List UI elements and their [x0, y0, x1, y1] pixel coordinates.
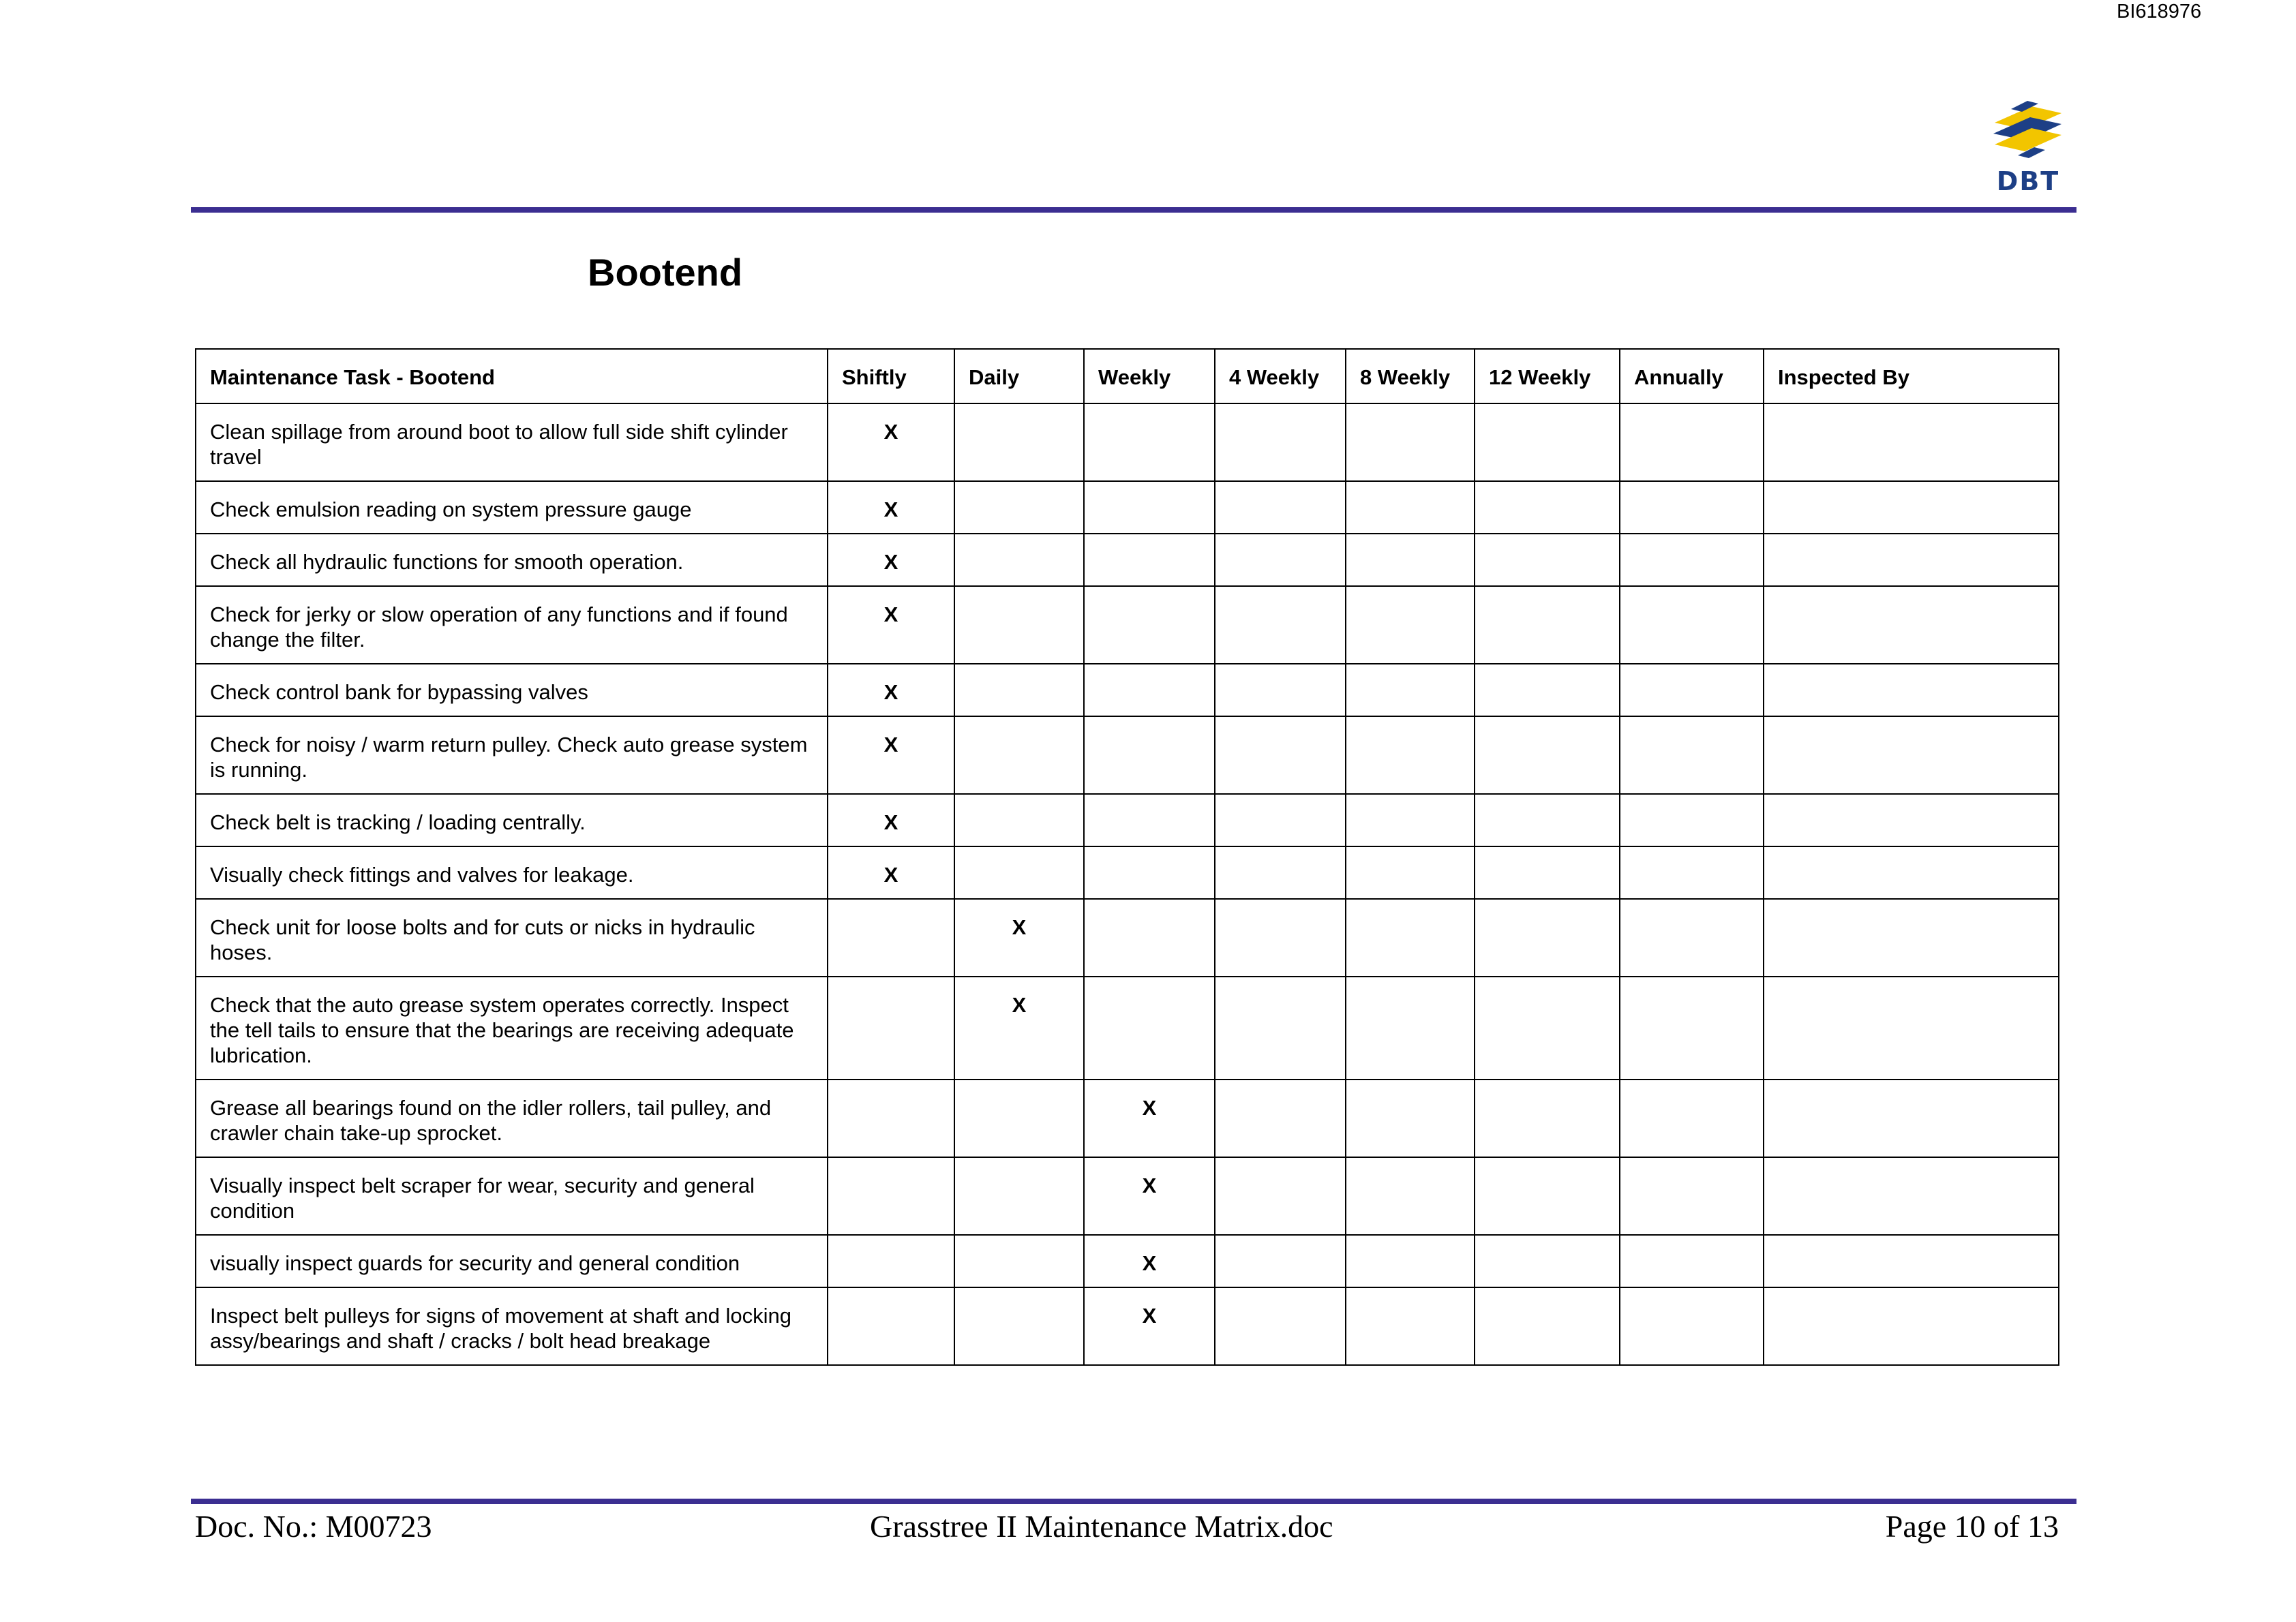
- frequency-mark-cell: X: [1084, 1157, 1215, 1235]
- dbt-logo: [1991, 95, 2066, 198]
- frequency-mark-cell: [1620, 846, 1764, 899]
- frequency-mark-cell: [1346, 481, 1475, 534]
- task-cell: Check all hydraulic functions for smooth operation.: [196, 534, 828, 586]
- frequency-mark-cell: [954, 481, 1084, 534]
- frequency-mark-cell: [954, 586, 1084, 664]
- dbt-logo-mark-icon: [1991, 95, 2066, 164]
- frequency-mark-cell: [1346, 1235, 1475, 1287]
- frequency-mark-cell: X: [828, 846, 954, 899]
- table-row: [196, 899, 2059, 977]
- column-header: 4 Weekly: [1215, 349, 1346, 403]
- task-cell: Check control bank for bypassing valves: [196, 664, 828, 716]
- frequency-mark-cell: [1475, 846, 1620, 899]
- task-cell: visually inspect guards for security and general condition: [196, 1235, 828, 1287]
- frequency-mark-cell: X: [954, 899, 1084, 977]
- frequency-mark-cell: [1084, 716, 1215, 794]
- frequency-mark-cell: [1215, 846, 1346, 899]
- frequency-mark-cell: [1215, 977, 1346, 1080]
- inspected-by-cell: [1764, 846, 2059, 899]
- frequency-mark-cell: [1215, 1157, 1346, 1235]
- inspected-by-cell: [1764, 899, 2059, 977]
- frequency-mark-cell: [1620, 794, 1764, 846]
- frequency-mark-cell: [828, 1235, 954, 1287]
- footer-filename: Grasstree II Maintenance Matrix.doc: [870, 1509, 1333, 1544]
- frequency-mark-cell: [1475, 1157, 1620, 1235]
- inspected-by-cell: [1764, 794, 2059, 846]
- table-row: [196, 794, 2059, 846]
- inspected-by-cell: [1764, 977, 2059, 1080]
- frequency-mark-cell: [1620, 586, 1764, 664]
- frequency-mark-cell: [954, 403, 1084, 481]
- task-cell: Visually inspect belt scraper for wear, security and general condition: [196, 1157, 828, 1235]
- table-row: [196, 586, 2059, 664]
- column-header: 8 Weekly: [1346, 349, 1475, 403]
- frequency-mark-cell: [1620, 403, 1764, 481]
- frequency-mark-cell: [1620, 1080, 1764, 1157]
- inspected-by-cell: [1764, 1080, 2059, 1157]
- frequency-mark-cell: [1346, 1080, 1475, 1157]
- frequency-mark-cell: [1620, 481, 1764, 534]
- frequency-mark-cell: X: [828, 481, 954, 534]
- frequency-mark-cell: [828, 1287, 954, 1365]
- column-header: Daily: [954, 349, 1084, 403]
- frequency-mark-cell: X: [828, 794, 954, 846]
- frequency-mark-cell: [1346, 664, 1475, 716]
- header-rule: [191, 207, 2076, 213]
- frequency-mark-cell: [1215, 899, 1346, 977]
- table-header-row: [196, 349, 2059, 403]
- frequency-mark-cell: X: [1084, 1287, 1215, 1365]
- frequency-mark-cell: [1620, 716, 1764, 794]
- frequency-mark-cell: [828, 1080, 954, 1157]
- frequency-mark-cell: [1084, 534, 1215, 586]
- inspected-by-cell: [1764, 1235, 2059, 1287]
- frequency-mark-cell: [1475, 1287, 1620, 1365]
- frequency-mark-cell: [828, 1157, 954, 1235]
- footer-doc-number: Doc. No.: M00723: [195, 1509, 432, 1544]
- frequency-mark-cell: [1084, 977, 1215, 1080]
- inspected-by-cell: [1764, 586, 2059, 664]
- table-row: [196, 1157, 2059, 1235]
- frequency-mark-cell: [828, 899, 954, 977]
- frequency-mark-cell: [1346, 846, 1475, 899]
- frequency-mark-cell: [1346, 403, 1475, 481]
- column-header: Shiftly: [828, 349, 954, 403]
- frequency-mark-cell: [1475, 403, 1620, 481]
- column-header: Weekly: [1084, 349, 1215, 403]
- frequency-mark-cell: [1346, 1157, 1475, 1235]
- frequency-mark-cell: [1084, 586, 1215, 664]
- frequency-mark-cell: [954, 846, 1084, 899]
- inspected-by-cell: [1764, 1157, 2059, 1235]
- inspected-by-cell: [1764, 1287, 2059, 1365]
- frequency-mark-cell: [1346, 899, 1475, 977]
- frequency-mark-cell: [1215, 586, 1346, 664]
- frequency-mark-cell: [1084, 794, 1215, 846]
- frequency-mark-cell: [1475, 664, 1620, 716]
- frequency-mark-cell: X: [828, 586, 954, 664]
- task-cell: Inspect belt pulleys for signs of movement at shaft and locking assy/bearings and shaft / cracks / bolt head breakage: [196, 1287, 828, 1365]
- logo-text: DBT: [1996, 166, 2060, 196]
- frequency-mark-cell: [954, 664, 1084, 716]
- frequency-mark-cell: [1215, 534, 1346, 586]
- frequency-mark-cell: X: [828, 403, 954, 481]
- table-row: [196, 664, 2059, 716]
- frequency-mark-cell: [1215, 403, 1346, 481]
- frequency-mark-cell: [1475, 716, 1620, 794]
- task-cell: Check for jerky or slow operation of any functions and if found change the filter.: [196, 586, 828, 664]
- frequency-mark-cell: [1620, 1235, 1764, 1287]
- document-id: BI618976: [2117, 1, 2202, 22]
- frequency-mark-cell: [1475, 534, 1620, 586]
- frequency-mark-cell: [1475, 899, 1620, 977]
- frequency-mark-cell: [1620, 1287, 1764, 1365]
- table-row: [196, 1235, 2059, 1287]
- frequency-mark-cell: [954, 794, 1084, 846]
- maintenance-matrix-table: [195, 348, 2059, 1366]
- frequency-mark-cell: [1475, 1235, 1620, 1287]
- inspected-by-cell: [1764, 664, 2059, 716]
- frequency-mark-cell: [1215, 481, 1346, 534]
- frequency-mark-cell: [1475, 977, 1620, 1080]
- inspected-by-cell: [1764, 534, 2059, 586]
- column-header: Inspected By: [1764, 349, 2059, 403]
- frequency-mark-cell: [1475, 586, 1620, 664]
- task-cell: Grease all bearings found on the idler rollers, tail pulley, and crawler chain take-up sprocket.: [196, 1080, 828, 1157]
- frequency-mark-cell: [1620, 977, 1764, 1080]
- frequency-mark-cell: X: [828, 534, 954, 586]
- frequency-mark-cell: [1620, 664, 1764, 716]
- frequency-mark-cell: [1215, 1080, 1346, 1157]
- frequency-mark-cell: [1215, 716, 1346, 794]
- task-cell: Visually check fittings and valves for leakage.: [196, 846, 828, 899]
- page-title: Bootend: [588, 251, 743, 294]
- frequency-mark-cell: [1084, 846, 1215, 899]
- frequency-mark-cell: [954, 716, 1084, 794]
- frequency-mark-cell: [1475, 481, 1620, 534]
- frequency-mark-cell: [1084, 403, 1215, 481]
- frequency-mark-cell: [1215, 1287, 1346, 1365]
- frequency-mark-cell: [1346, 716, 1475, 794]
- table-row: [196, 1287, 2059, 1365]
- frequency-mark-cell: [1346, 977, 1475, 1080]
- frequency-mark-cell: [1475, 794, 1620, 846]
- frequency-mark-cell: X: [828, 664, 954, 716]
- frequency-mark-cell: [1346, 534, 1475, 586]
- frequency-mark-cell: [1475, 1080, 1620, 1157]
- frequency-mark-cell: [1620, 534, 1764, 586]
- frequency-mark-cell: [1620, 1157, 1764, 1235]
- frequency-mark-cell: [954, 1080, 1084, 1157]
- frequency-mark-cell: X: [828, 716, 954, 794]
- frequency-mark-cell: [1215, 664, 1346, 716]
- table-row: [196, 846, 2059, 899]
- task-cell: Check that the auto grease system operates correctly. Inspect the tell tails to ensure that the bearings are receiving adequate lubrication.: [196, 977, 828, 1080]
- task-cell: Check for noisy / warm return pulley. Check auto grease system is running.: [196, 716, 828, 794]
- table-row: [196, 481, 2059, 534]
- task-cell: Check emulsion reading on system pressure gauge: [196, 481, 828, 534]
- table-row: [196, 403, 2059, 481]
- frequency-mark-cell: [954, 1235, 1084, 1287]
- inspected-by-cell: [1764, 716, 2059, 794]
- table-row: [196, 534, 2059, 586]
- frequency-mark-cell: [1346, 794, 1475, 846]
- frequency-mark-cell: [954, 1157, 1084, 1235]
- column-header: Maintenance Task - Bootend: [196, 349, 828, 403]
- footer-page-number: Page 10 of 13: [1885, 1509, 2059, 1544]
- frequency-mark-cell: [1084, 899, 1215, 977]
- frequency-mark-cell: [1346, 586, 1475, 664]
- table-row: [196, 716, 2059, 794]
- task-cell: Check unit for loose bolts and for cuts or nicks in hydraulic hoses.: [196, 899, 828, 977]
- frequency-mark-cell: [1215, 1235, 1346, 1287]
- frequency-mark-cell: [1084, 481, 1215, 534]
- frequency-mark-cell: X: [954, 977, 1084, 1080]
- table-row: [196, 1080, 2059, 1157]
- frequency-mark-cell: [828, 977, 954, 1080]
- frequency-mark-cell: [1620, 899, 1764, 977]
- footer-rule: [191, 1499, 2076, 1504]
- frequency-mark-cell: [1215, 794, 1346, 846]
- column-header: Annually: [1620, 349, 1764, 403]
- frequency-mark-cell: [1346, 1287, 1475, 1365]
- frequency-mark-cell: [1084, 664, 1215, 716]
- inspected-by-cell: [1764, 403, 2059, 481]
- task-cell: Check belt is tracking / loading centrally.: [196, 794, 828, 846]
- task-cell: Clean spillage from around boot to allow full side shift cylinder travel: [196, 403, 828, 481]
- frequency-mark-cell: X: [1084, 1235, 1215, 1287]
- inspected-by-cell: [1764, 481, 2059, 534]
- table-row: [196, 977, 2059, 1080]
- frequency-mark-cell: [954, 1287, 1084, 1365]
- frequency-mark-cell: X: [1084, 1080, 1215, 1157]
- column-header: 12 Weekly: [1475, 349, 1620, 403]
- frequency-mark-cell: [954, 534, 1084, 586]
